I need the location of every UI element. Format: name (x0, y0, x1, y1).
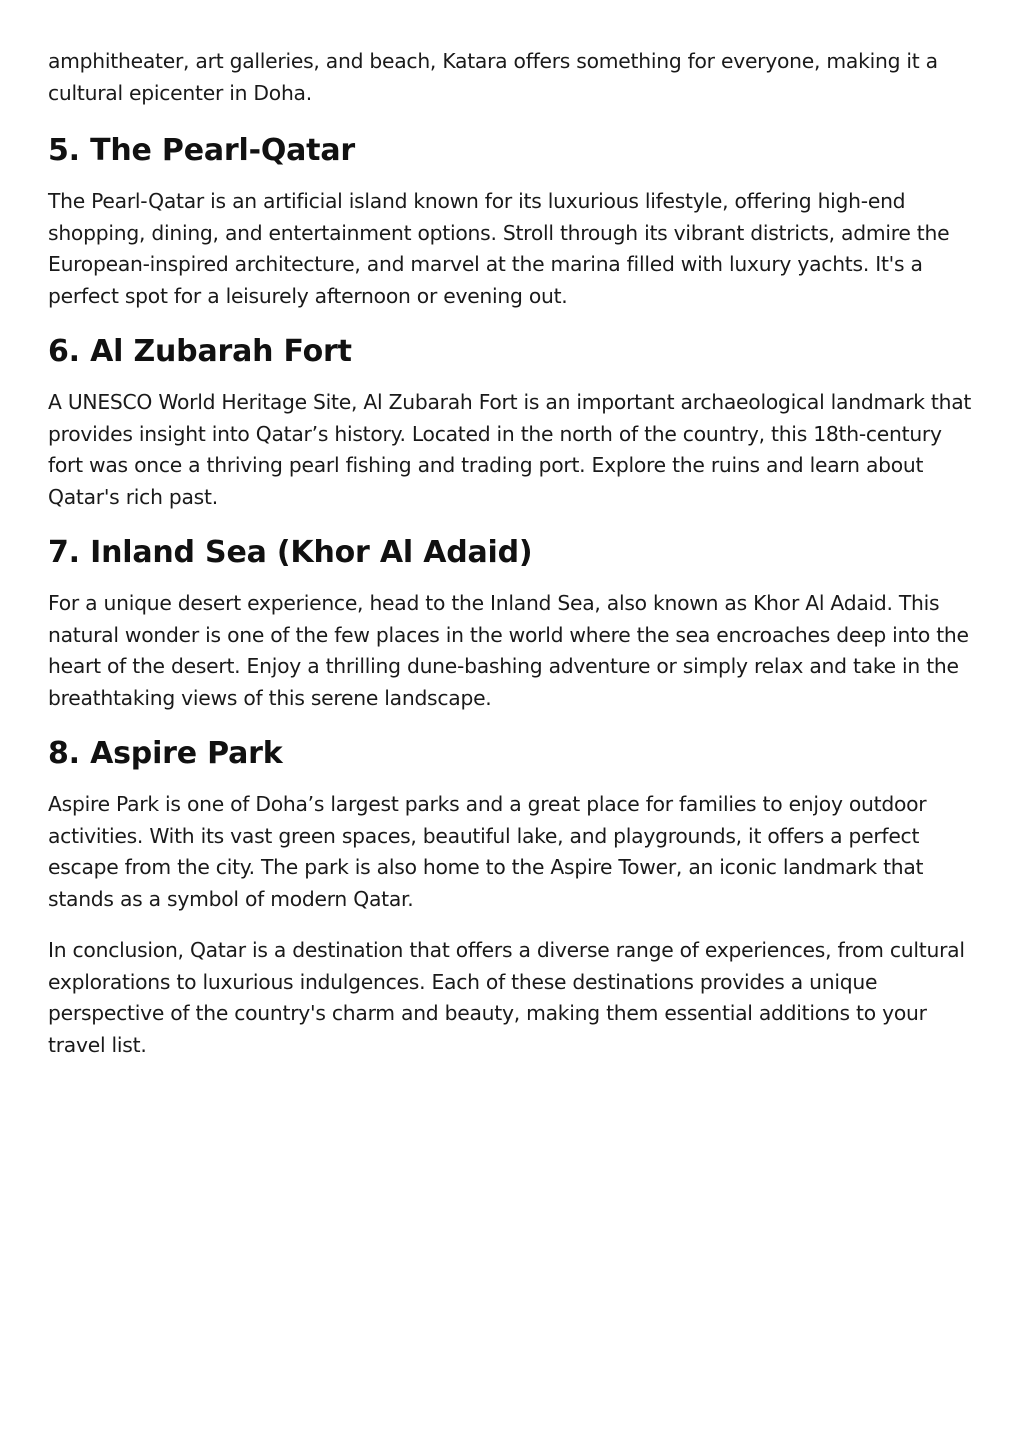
intro-continuation-paragraph: amphitheater, art galleries, and beach, Katara offers something for everyone, making it a cultural epicenter in Doha. (48, 49, 938, 105)
heading-the-pearl-qatar: 5. The Pearl-Qatar (48, 133, 355, 168)
conclusion-paragraph: In conclusion, Qatar is a destination that offers a diverse range of experiences, from cultural explorations to luxurious indulgences. Each of these destinations provides a unique perspective of the country's charm and beauty, making them essential additions to your travel list. (48, 938, 965, 1057)
heading-aspire-park: 8. Aspire Park (48, 736, 283, 771)
paragraph-aspire-park: Aspire Park is one of Doha’s largest parks and a great place for families to enjoy outdoor activities. With its vast green spaces, beautiful lake, and playgrounds, it offers a perfect escape from the city. The park is also home to the Aspire Tower, an iconic landmark that stands as a symbol of modern Qatar. (48, 792, 927, 911)
paragraph-inland-sea: For a unique desert experience, head to the Inland Sea, also known as Khor Al Adaid. This natural wonder is one of the few places in the world where the sea encroaches deep into the heart of the desert. Enjoy a thrilling dune-bashing adventure or simply relax and take in the breathtaking views of this serene landscape. (48, 591, 969, 710)
heading-inland-sea: 7. Inland Sea (Khor Al Adaid) (48, 535, 533, 570)
paragraph-the-pearl-qatar: The Pearl-Qatar is an artificial island known for its luxurious lifestyle, offering high-end shopping, dining, and entertainment options. Stroll through its vibrant districts, admire the European-inspired architecture, and marvel at the marina filled with luxury yachts. It's a perfect spot for a leisurely afternoon or evening out. (48, 189, 950, 308)
heading-al-zubarah-fort: 6. Al Zubarah Fort (48, 334, 352, 369)
document-page (48, 46, 973, 1061)
paragraph-al-zubarah-fort: A UNESCO World Heritage Site, Al Zubarah Fort is an important archaeological landmark that provides insight into Qatar’s history. Located in the north of the country, this 18th-century fort was once a thriving pearl fishing and trading port. Explore the ruins and learn about Qatar's rich past. (48, 390, 972, 509)
